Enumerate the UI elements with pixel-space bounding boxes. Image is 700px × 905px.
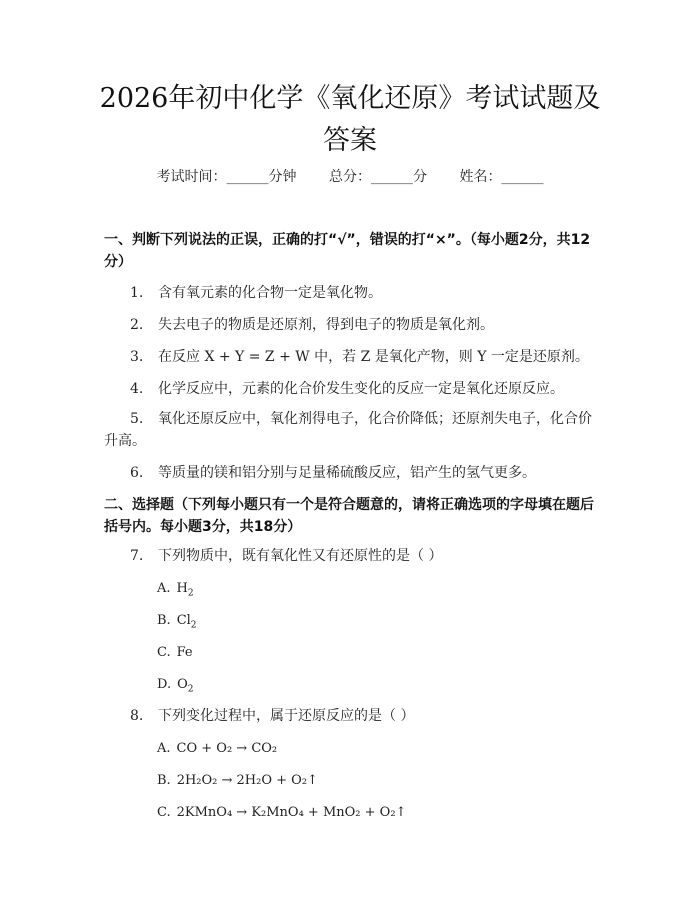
option-key: D.	[157, 677, 172, 692]
student-name-field: 姓名：______	[459, 169, 544, 185]
question-text: 氧化还原反应中，氧化剂得电子，化合价降低；还原剂失电子，化合价升高。	[104, 411, 592, 449]
question-text: 失去电子的物质是还原剂，得到电子的物质是氧化剂。	[158, 317, 494, 333]
question-number: 5.	[130, 411, 144, 427]
question-text: 含有氧元素的化合物一定是氧化物。	[158, 285, 382, 301]
page-title: 2026年初中化学《氧化还原》考试试题及答案	[99, 83, 601, 156]
option-formula: H	[176, 581, 188, 596]
q7-option-c	[157, 643, 193, 663]
option-key: B.	[157, 773, 171, 788]
option-formula: Cl	[176, 613, 191, 628]
option-equation: 2H₂O₂ → 2H₂O + O₂↑	[176, 773, 318, 788]
option-subscript: 2	[187, 588, 194, 599]
question-number: 4.	[130, 381, 144, 397]
question-number: 2.	[130, 317, 144, 333]
option-key: C.	[157, 645, 171, 660]
question-text: 化学反应中，元素的化合价发生变化的反应一定是氧化还原反应。	[158, 381, 564, 397]
question-text: 下列变化过程中，属于还原反应的是（ ）	[158, 708, 415, 724]
q7-option-d	[157, 675, 194, 700]
option-key: B.	[157, 613, 171, 628]
option-subscript: 2	[187, 684, 194, 695]
option-key: A.	[157, 741, 171, 756]
option-formula: Fe	[176, 645, 193, 660]
q8-option-c	[157, 803, 406, 823]
question-number: 3.	[130, 349, 144, 365]
option-formula: O	[177, 677, 188, 692]
option-equation: CO + O₂ → CO₂	[176, 741, 278, 756]
option-equation: 2KMnO₄ → K₂MnO₄ + MnO₂ + O₂↑	[176, 805, 407, 820]
question-6	[104, 462, 604, 484]
question-7	[104, 545, 604, 567]
q8-option-a	[157, 739, 277, 759]
question-3	[104, 346, 604, 368]
option-subscript: 2	[190, 620, 197, 631]
question-8	[104, 705, 604, 727]
section2-heading: 二、选择题（下列每小题只有一个是符合题意的，请将正确选项的字母填在题后括号内。每小题3分，共18分）	[104, 497, 594, 535]
total-score-field: 总分：______分	[329, 169, 427, 185]
exam-meta	[0, 166, 700, 186]
question-number: 6.	[130, 465, 144, 481]
question-5	[104, 408, 604, 452]
question-1	[104, 282, 604, 304]
q7-option-a	[157, 579, 194, 604]
section1-heading: 一、判断下列说法的正误，正确的打“√”，错误的打“×”。（每小题2分，共12分）	[104, 232, 591, 270]
question-number: 1.	[130, 285, 144, 301]
exam-time-field: 考试时间：______分钟	[156, 169, 297, 185]
question-number: 8.	[130, 708, 144, 724]
option-key: C.	[157, 805, 171, 820]
q8-option-b	[157, 771, 318, 791]
q7-option-b	[157, 611, 197, 636]
question-text: 等质量的镁和铝分别与足量稀硫酸反应，铝产生的氢气更多。	[158, 465, 536, 481]
question-4	[104, 378, 604, 400]
question-text: 下列物质中，既有氧化性又有还原性的是（ ）	[158, 548, 443, 564]
question-2	[104, 314, 604, 336]
option-key: A.	[157, 581, 171, 596]
question-number: 7.	[130, 548, 144, 564]
question-text: 在反应 X + Y = Z + W 中，若 Z 是氧化产物，则 Y 一定是还原剂。	[158, 349, 589, 365]
